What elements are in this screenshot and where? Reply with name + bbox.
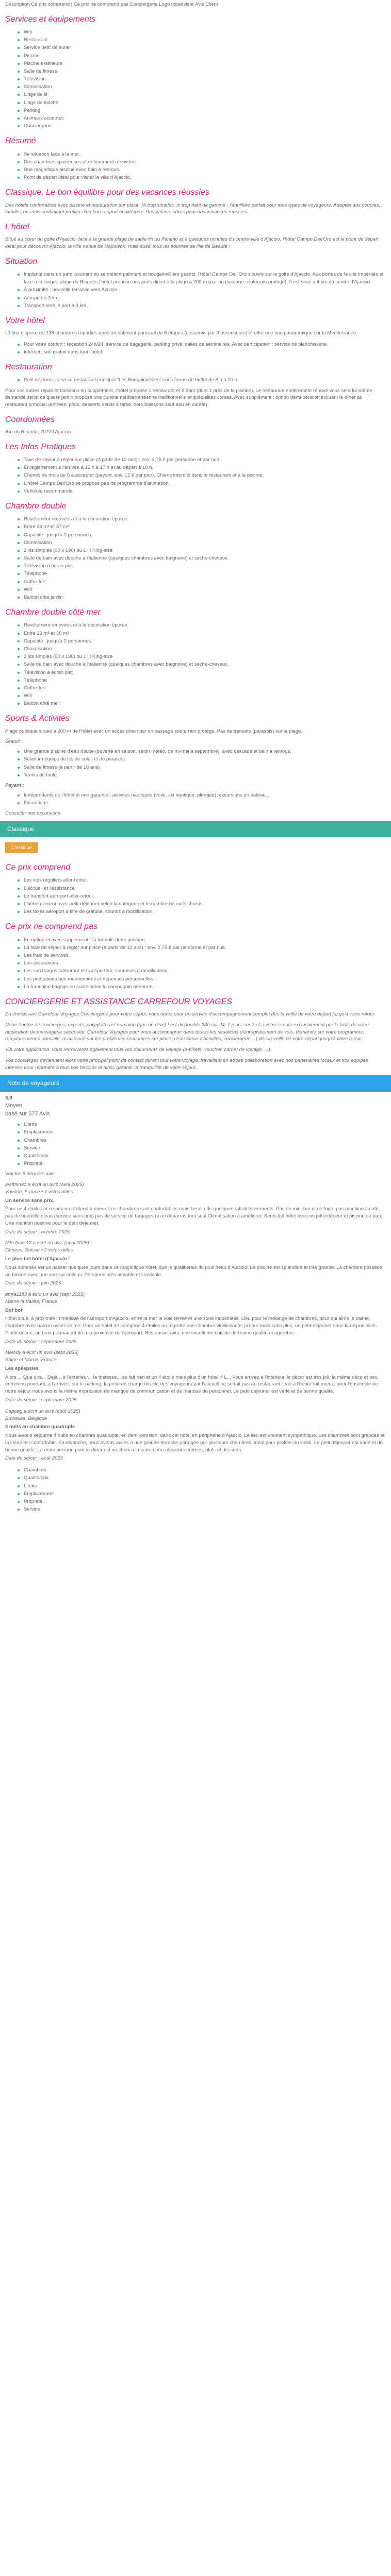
review-date: Date du séjour : septembre 2025 [5,1338,77,1345]
ne-comprend-item: La taxe de séjour à régler sur place (à partir de 12 ans) : env. 2,75 € par personne et par nuit. [24,944,386,952]
end-criteria-item: Literie [24,1482,386,1490]
ne-comprend-item: Les assurances. [24,959,386,967]
chambre-double-item: Balcon côté jardin [24,594,386,601]
chambre-mer-item: Capacité : jusqu'à 2 personnes. [24,637,386,645]
service-item: Climatisation [24,83,386,91]
service-item: Conciergerie [24,122,386,130]
gratuit-item: Salle de fitness (à partir de 18 ans). [24,764,386,771]
review-location: Bruxelles, Belgique [5,1415,47,1421]
comprend-list [5,876,386,916]
conciergerie-p2: Notre équipe de concierges, experts, polyglottes et humaine (que de rêve) ! est disponible 24h sur 24, 7 jours sur 7 et à votre écoute exclusivement par le biais de votre application de messagerie sécurisée, Carrefour Voyages pour vous accompagner dans toutes les situations d'enregistrement de vols, demande sur votre programme, remplacement à domicile, assistance sur les problèmes rencontrés sur place, réservation d'activités, conciergerie... ) dès la veille de votre départ jusqu'à votre retour. [5,1022,369,1042]
review-author: amra1183 a écrit un avis (sept 2025) [5,1292,85,1298]
chambre-mer-item: Télévision à écran plat [24,669,386,676]
criteria-item: Emplacement [24,1128,386,1136]
service-item: Service petit déjeuner [24,44,386,52]
end-criteria-item: Propreté [24,1498,386,1505]
conciergerie-title: CONCIERGERIE ET ASSISTANCE CARREFOUR VOYAGES [5,997,233,1006]
review-text: Alors ... Que dire... Déjà... à l'extérieur... la tristesse... se fait rien et un 4 étoile mais plus d'un hôtel 4 L... Vous arrivez à l'intérieur, le décor est très joli, la même déco et peu entretenu pourtant, à l'arrivée, sur le parking, la prise en charge directe des voyageurs par l'accueil ne se fait pas au restaurant l'eau à l'heure fait mieux, pour l'ensemble de notre séjour nous avons la même impression de manque de communication et de manque de personnel. Le petit déjeuner est varié et de bonne qualité. [5,1374,378,1395]
resume-item: Point de départ idéal pour visiter la ville d'Ajaccio. [24,174,386,181]
chambre-mer-item: Revêtement rénovées et à la décoration épurée. [24,621,386,629]
conciergerie-p3: Via votre application, vous retrouverez également tous vos documents de voyage (e-billets, voucher, carnet de voyage, ...). [5,1047,272,1053]
end-criteria-item: Qualité/prix [24,1474,386,1482]
service-item: Linge de lit [24,91,386,98]
criteria-item: Literie [24,1121,386,1128]
reviews-score: 3,9 [5,1095,12,1101]
payant-item: Indépendants de l'hôtel et non garantis : activités nautiques (voile, ski nautique, plongée), excursions en bateau... [24,791,386,799]
review [5,1349,386,1403]
page [0,1,391,1521]
gratuit-item: Solarium équipé de lits de soleil et de parasols. [24,755,386,763]
resume-item: Des chambres spacieuses et entièrement rénovées. [24,158,386,166]
chambre-mer-list [5,621,386,707]
review-author: Cappag a écrit un avis (août 2025) [5,1408,80,1414]
review-location: Génève, Suisse • 2 votes utiles [5,1247,73,1253]
review-title: 4 nuits en chambre quadruple [5,1424,75,1430]
comprend-item: Les vols réguliers aller-retour. [24,876,386,884]
gratuit-item: Tennis de table. [24,771,386,779]
situation-item: Implanté dans un parc luxuriant où se mêlent palmiers et bougainvilliers géants, l'hôtel Campo Dell'Oro s'ouvre sur le golfe d'Ajaccio. Aux portes de la cité impériale et face à la longue plage du Ricanto, l'hôtel propose un accès direct à la plage à 200 m (par un passage souterrain protégé). Il est situé à 4 km du centre d'Ajaccio. [24,270,386,286]
votre-hotel-list [5,341,386,356]
payant-list [5,791,386,807]
classique-chip: Classique [5,842,38,853]
situation-title: Situation [5,257,38,266]
ne-comprend-item: Les surcharges carburant et transporteur, soumises à modification. [24,967,386,975]
service-item: Linge de toilette [24,99,386,107]
chambre-mer-title: Chambre double côté mer [5,608,101,617]
reviews-link[interactable]: Voir les 5 derniers avis [5,1171,55,1177]
chambre-double-item: Coffre-fort [24,578,386,586]
reviews-criteria [5,1121,386,1167]
coordonnees-text: Rte du Ricanto, 20700 Ajaccio [5,429,71,435]
ne-comprend-title: Ce prix ne comprend pas [5,922,97,931]
review [5,1291,386,1345]
criteria-item: Service [24,1144,386,1152]
ne-comprend-list [5,936,386,991]
review-author: Nilo Aina 12 a écrit un avis (april 2025) [5,1240,89,1246]
service-item: Restaurant [24,36,386,44]
info-item: L'hôtel Campo Dell'Oro se propose pas de programme d'animation. [24,480,386,487]
sports-text: Plage publique située à 200 m de l'hôtel avec un accès direct par un passage souterrain protégé. Pas de transats (parasols) sur la plage. [5,728,302,734]
gratuit-item: Une grande piscine d'eau douce (ouverte en saison, selon météo, de mi-mai à septembre), avec cascade et bain à remous. [24,748,386,755]
hotel-title: L'hôtel [5,223,29,232]
review-title: Le plus bel hôtel d'Ajaccio ! [5,1256,70,1262]
service-item: Télévision [24,75,386,83]
info-item: Véhicule recommandé. [24,487,386,495]
resume-item: Une magnifique piscine avec bain à remous. [24,166,386,174]
votre-hotel-text: L'hôtel dispose de 138 chambres réparties dans un bâtiment principal de 6 étages (desservis par 3 ascenseurs) et offre une vue panoramique sur la Méditerranée. [5,330,357,336]
conciergerie-p4: Vos concierges deviennent alors votre principal point de contact durant tout votre voyage, travaillant en étroite collaboration avec nos partenaires locaux et nos équipes internes pour répondre à tous vos besoins et ainsi, garantir la tranquillité de votre séjour. [5,1057,368,1071]
excursions-link[interactable]: Consulter nos excursions [5,810,60,817]
resume-title: Résumé [5,137,36,146]
chambre-mer-item: Téléphone [24,676,386,684]
situation-item: À proximité : nouvelle terrasse vers Ajaccio. [24,286,386,294]
review-text: Nous avions séjourné 4 nuits en chambre quadruple, en demi-pension, dans cet hôtel en périphérie d'Ajaccio. Le lieu est vraiment sympathique. Les chambres sont grandes et la literie est confortable. En revanche, nous avions accès à une grande terrasse partagée par plusieurs chambres, idéal pour profiter du soleil. Le petit déjeuner est varié et de bonne qualité. La demi-pension pour le dîner est un choix à la carte entre plusieurs entrées, plats et desserts. [5,1433,385,1453]
reviews-list [5,1181,386,1462]
situation-item: Transport vers le port à 3 km. [24,302,386,310]
criteria-item: Chambres [24,1137,386,1144]
end-criteria-item: Chambres [24,1466,386,1474]
classique-text: Des hôtels confortables avec piscine et restauration sur place. Ni trop simples, ni trop haut de gamme ; l'équilibre parfait pour tous types de voyageurs. Adaptés aux couples, familles ou amis souhaitant profiter d'un bon rapport qualité/prix. Des valeurs sûres pour des vacances réussies. [5,202,381,215]
conciergerie-p1: En choisissant Carrefour Voyages Conciergerie pour votre séjour, vous optez pour un service d'accompagnement complet dès la veille de votre départ jusqu'à votre retour. [5,1011,376,1018]
situation-item: Aéroport à 3 km. [24,294,386,302]
payant-item: Excursions. [24,799,386,807]
chambre-double-item: Entre 23 m² et 37 m² [24,523,386,531]
review-location: Vaundé, France • 1 votes utiles [5,1189,73,1195]
criteria-item: Propreté [24,1160,386,1167]
gratuit-list [5,748,386,779]
services-list [5,28,386,130]
info-item: Enregistrement à l'arrivée à 16 h à 17 h et au départ à 10 h. [24,464,386,471]
review-title: Un service sans prix. [5,1197,55,1204]
infos-title: Les Infos Pratiques [5,442,76,451]
review-date: Date du séjour : octobre 2025 [5,1229,70,1235]
review-date: Date du séjour : septembre 2025 [5,1397,77,1403]
infos-list [5,456,386,495]
chambre-mer-item: 2 lits simples (90 x 190) ou 1 lit King-size [24,653,386,660]
hotel-item: Internet : wifi gratuit dans tout l'hôtel. [24,348,386,356]
resume-item: Se situation face à la mer. [24,150,386,158]
review-date: Date du séjour : août 2025 [5,1455,63,1462]
service-item: Animaux acceptés [24,114,386,122]
service-item: Piscine [24,52,386,60]
review-location: Marne la Vallée, France [5,1298,57,1304]
chambre-double-title: Chambre double [5,501,67,511]
end-criteria-item: Emplacement [24,1490,386,1498]
restauration-text: Pour vos autres repas et boissons en supplément, l'hôtel propose 1 restaurant et 2 bars (dont 1 près de la piscine). Le restaurant entièrement rénové vous sera lui-même demandé selon ce que le jardin propose une cuisine méditerranéenne traditionnelle et spécialités corses. Avec supplément : option demi-pension incluant le dîner au restaurant principal (entrées, plats, desserts servis à table, hors boissons sauf eau en carafe). [5,387,372,408]
review [5,1240,386,1287]
chambre-double-item: Télévision à écran plat [24,562,386,570]
chambre-mer-item: Salle de bain avec douche à l'italienne (quelques chambres avec baignoire) et sèche-cheveux. [24,660,386,668]
ne-comprend-item: La franchise bagage en soute selon la compagnie aérienne. [24,983,386,991]
info-item: Taxe de séjour à régler sur place (à partir de 12 ans) : env. 2,75 € par personne et par nuit. [24,456,386,464]
gratuit-label: Gratuit : [5,739,23,745]
reviews-count: basé sur 577 Avis [5,1111,50,1117]
votre-hotel-title: Votre hôtel [5,316,45,325]
chambre-double-item: Wifi [24,586,386,594]
review-author: leafthin91 a écrit un avis (avril 2025) [5,1182,84,1188]
review-location: Saine et Marne, France [5,1357,57,1363]
review-text: Hôtel situé, à proximité immédiate de l'aéroport d'Ajaccio, entre la mer la voie ferrée et une zone industrielle. Lieu pour le mélange de chambres, pour qui aime le calme, chambre avec balcon assez calme. Pour un hôtel de catégorie 4 étoiles on regrette une chambre vieillissante, propre mais sans plus, un petit-déjeuner sans la disponibilité. Plutôt déçue, un bruit permanent dû à la proximité de l'aéroport. Restaurant avec une excellente cuisine de bonne qualité et agréable. [5,1316,377,1336]
service-item: Wifi [24,28,386,36]
situation-list [5,270,386,310]
service-item: Salle de fitness [24,67,386,75]
service-item: Piscine extérieure [24,60,386,67]
chambre-mer-item: Coffre-fort [24,684,386,692]
payant-label: Payant : [5,782,24,788]
reviews-bar: Note de voyageurs [0,1075,391,1091]
classique-title: Classique, Le bon équilibre pour des vacances réussies [5,188,209,197]
restauration-list [5,376,386,384]
chambre-mer-item: Climatisation [24,645,386,653]
restauration-item: Petit déjeuner servi au restaurant principal "Les Bougainvillées" sous forme de buffet de 6 h à 10 h. [24,376,386,384]
sports-title: Sports & Activités [5,714,70,723]
ne-comprend-item: Les prestations non mentionnées et dépenses personnelles. [24,975,386,983]
service-item: Parking [24,107,386,114]
review [5,1408,386,1462]
end-criteria-item: Service [24,1505,386,1513]
review-text: Pour un 4 étoiles et ce prix on s'attend à mieux.Les chambres sont confortables mais besoin de quelques rafraîchissements. Pas de mini-bar ni de frigo, pas machine à café, pas de bouteille d'eau (service sans prix) pas de service de bagages ni au débarras tout seul.Climatisation à améliorer. Seuls bel hôtel avec un joli extérieur et piscine du parc. Une mention positive pour le petit déjeuner. [5,1206,384,1226]
review [5,1181,386,1235]
comprend-title: Ce prix comprend [5,863,71,872]
ne-comprend-item: En option et avec supplément : la formule demi-pension. [24,936,386,944]
criteria-item: Qualité/prix [24,1152,386,1160]
chambre-double-item: Salle de bain avec douche à l'italienne (quelques chambres avec baignoire) et sèche-cheveux. [24,554,386,562]
chambre-mer-item: Balcon côté mer [24,700,386,707]
chambre-double-item: Revêtement rénovées et à la décoration épurée. [24,515,386,523]
chambre-double-item: 2 lits simples (90 x 190) ou 1 lit King-size [24,547,386,554]
comprend-item: L'accueil et l'assistance. [24,885,386,892]
chambre-double-item: Climatisation [24,539,386,547]
chambre-double-list [5,515,386,601]
chambre-mer-item: Entre 23 m² et 30 m² [24,630,386,637]
review-date: Date du séjour : juin 2025 [5,1280,61,1286]
info-item: Chèves de mois de 5 à accepter (payant, env. 12 € par jour). Chiens interdits dans le restaurant et à la piscine. [24,471,386,479]
chambre-mer-item: Wifi [24,692,386,700]
reviews-source: Moyen [5,1103,23,1109]
resume-list [5,150,386,182]
coordonnees-title: Coordonnées [5,415,55,424]
classique-bar: Classique [0,821,391,837]
review-author: Melody a écrit un avis (sept 2025) [5,1350,79,1356]
comprend-item: L'hébergement avec petit-déjeuner selon la catégorie et le nombre de nuits choisis. [24,900,386,908]
chambre-double-item: Téléphone [24,570,386,578]
restauration-title: Restauration [5,363,52,372]
review-title: Bof bof [5,1307,23,1313]
hotel-item: Pour votre confort : réception 24h/24, service de bagagerie, parking privé, salles de séminaires. Avec participation : service de blanchisserie. [24,341,386,348]
ne-comprend-item: Les frais de services. [24,952,386,959]
top-description: Description Ce prix comprend | Ce prix ne comprend pas Conciergerie Logo tripadvisor Avis Client [5,2,218,7]
comprend-item: Les taxes aéroport à titre de gratuité, soumis à modification. [24,908,386,916]
chambre-double-item: Capacité : jusqu'à 2 personnes. [24,531,386,539]
comprend-item: Le transfert aéroport aller-retour. [24,892,386,900]
reviews-end-list [5,1466,386,1513]
hotel-text: Situé au cœur du golfe d'Ajaccio, face à la grande plage de sable fin du Ricanto et à quelques minutes du centre-ville d'Ajaccio, l'hôtel Campo Dell'Oro est le point de départ idéal pour découvrir Ajaccio, la ville natale de Napoléon, mais aussi tous les sourires de l'Île de Beauté ! [5,236,379,249]
review-text: Nous sommes venus passer quelques jours dans ce magnifique hôtel, que je qualifierais du plus beau d'Ajaccio! La piscine est splendide et très grande. La chambre possède un balcon avec une vue sur celle-ci. Personnel très aimable et serviable. [5,1264,383,1278]
services-title: Services et équipements [5,14,96,24]
review-title: Les épilepsies [5,1365,39,1371]
